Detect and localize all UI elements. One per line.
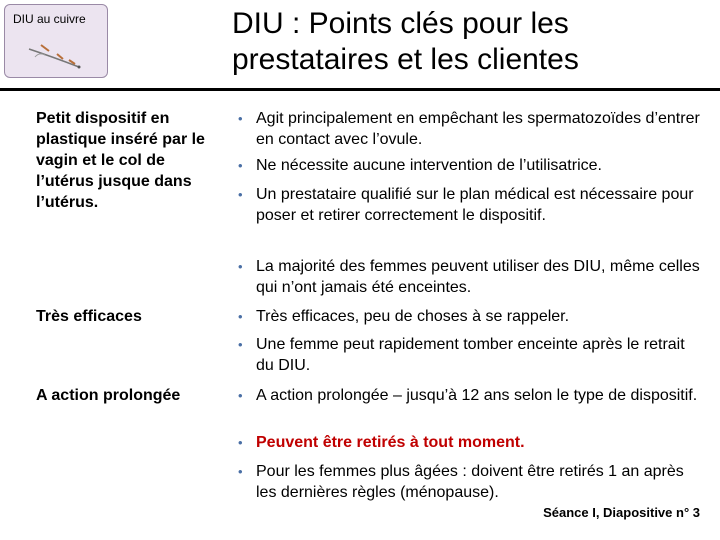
thumbnail-label: DIU au cuivre xyxy=(13,12,86,26)
bullet-icon: • xyxy=(238,435,243,450)
bullet-icon: • xyxy=(238,464,243,479)
bullet-text: Un prestataire qualifié sur le plan médical est nécessaire pour poser et retirer correctement le dispositif. xyxy=(256,186,694,224)
bullet-text: Très efficaces, peu de choses à se rappeler. xyxy=(256,308,570,325)
slide-footer: Séance I, Diapositive n° 3 xyxy=(543,505,700,520)
bullet-text: Pour les femmes plus âgées : doivent être retirés 1 an après les dernières règles (ménopause). xyxy=(256,463,684,501)
bullet-text: Ne nécessite aucune intervention de l’utilisatrice. xyxy=(256,157,602,174)
slide-title: DIU : Points clés pour les prestataires et les clientes xyxy=(232,7,579,76)
title-divider xyxy=(0,88,720,91)
row-heading-duration: A action prolongée xyxy=(36,387,181,404)
bullet-icon: • xyxy=(238,337,243,352)
bullet-icon: • xyxy=(238,259,243,274)
bullet-icon: • xyxy=(238,187,243,202)
row-heading-efficacy: Très efficaces xyxy=(36,308,142,325)
bullet-icon: • xyxy=(238,388,243,403)
bullet-text: Peuvent être retirés à tout moment. xyxy=(256,434,525,451)
bullet-icon: • xyxy=(238,111,243,126)
bullet-text: La majorité des femmes peuvent utiliser des DIU, même celles qui n’ont jamais été enceintes. xyxy=(256,258,700,296)
bullet-icon: • xyxy=(238,309,243,324)
bullet-text: Une femme peut rapidement tomber enceinte après le retrait du DIU. xyxy=(256,336,685,374)
bullet-icon: • xyxy=(238,158,243,173)
bullet-text: A action prolongée – jusqu’à 12 ans selon le type de dispositif. xyxy=(256,387,698,404)
bullet-text: Agit principalement en empêchant les spermatozoïdes d’entrer en contact avec l’ovule. xyxy=(256,110,700,148)
iud-thumbnail xyxy=(4,4,108,78)
row-heading-description: Petit dispositif en plastique inséré par le vagin et le col de l’utérus jusque dans l’utérus. xyxy=(36,110,205,211)
